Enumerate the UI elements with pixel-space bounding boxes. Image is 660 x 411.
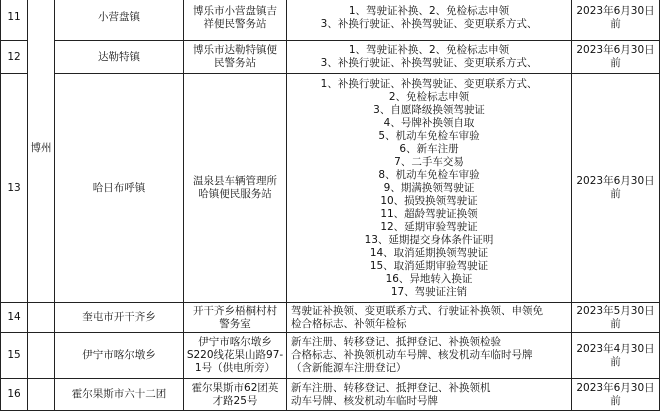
service-line: 10、损毁换领驾驶证 (380, 194, 478, 207)
row-number: 13 (1, 74, 28, 303)
service-line: 检合格标志、补领年检标 (291, 317, 407, 330)
table-row (1, 0, 660, 41)
service-line: 12、延期审验驾驶证 (380, 220, 478, 233)
town-name: 奎屯市开干齐乡 (55, 303, 184, 333)
region-cell (28, 333, 55, 379)
row-number: 16 (1, 379, 28, 411)
table-row (1, 41, 660, 74)
service-items (287, 0, 572, 41)
table-row (1, 333, 660, 379)
address-line: S220线花果山路97- (186, 349, 284, 361)
service-line: 17、驾驶证注销 (390, 285, 468, 298)
service-line: 8、机动车免检车审验 (378, 168, 480, 181)
service-line: 4、号牌补换领自取 (383, 116, 475, 129)
service-line: 13、延期提交身体条件证明 (364, 233, 494, 246)
town-name: 达勒特镇 (55, 41, 184, 74)
service-items (287, 74, 572, 303)
deadline-date: 2023年6月30日前 (572, 74, 660, 303)
service-items (287, 333, 572, 379)
row-number: 15 (1, 333, 28, 379)
service-line: （含新能源车注册登记） (291, 362, 407, 374)
address-line: 才路25号 (212, 394, 258, 407)
address-line: 祥便民警务站 (203, 17, 267, 30)
row-number: 14 (1, 303, 28, 333)
service-line: 5、机动车免检车审验 (378, 129, 480, 142)
service-line: 9、期满换领驾驶证 (383, 181, 475, 194)
address-line: 霍尔果斯市62团英 (191, 381, 279, 394)
address-line: 开干齐乡梧桐村村 (193, 304, 277, 317)
address-line: 1号（供电所旁） (194, 362, 276, 374)
service-address (184, 41, 287, 74)
service-line: 新车注册、转移登记、抵押登记、补换领机 (291, 381, 491, 394)
service-line: 合格标志、补换领机动车号牌、核发机动车临时号牌 (291, 349, 533, 361)
service-items (287, 379, 572, 411)
service-line: 16、异地转入换证 (385, 272, 473, 285)
address-line: 温泉县车辆管理所 (193, 175, 277, 187)
deadline-date: 2023年5月30日前 (572, 303, 660, 333)
service-line: 6、新车注册 (399, 142, 459, 155)
region-cell (28, 303, 55, 333)
town-name: 伊宁市喀尔墩乡 (55, 333, 184, 379)
service-line: 驾驶证补换领、变更联系方式、行驶证补换领、申领免 (291, 304, 543, 317)
service-address (184, 333, 287, 379)
service-line: 15、取消延期审验驾驶证 (369, 259, 489, 272)
town-name: 小营盘镇 (55, 0, 184, 41)
service-line: 3、补换行驶证、补换驾驶证、变更联系方式、 (320, 57, 538, 69)
service-line: 14、取消延期换领驾驶证 (369, 246, 489, 259)
table-row (1, 379, 660, 411)
service-items (287, 303, 572, 333)
row-number: 12 (1, 41, 28, 74)
service-address (184, 379, 287, 411)
table-row (1, 303, 660, 333)
service-line: 动车号牌、核发机动车临时号牌 (291, 394, 438, 407)
service-line: 2、免检标志申领 (388, 90, 470, 103)
address-line: 伊宁市喀尔墩乡 (198, 336, 272, 348)
table-row (1, 74, 660, 303)
service-address (184, 0, 287, 41)
deadline-date: 2023年6月30日前 (572, 0, 660, 41)
address-line: 博乐市小营盘镇吉 (193, 4, 277, 17)
address-line: 博乐市达勒特镇便 (193, 44, 277, 56)
deadline-date: 2023年6月30日前 (572, 41, 660, 74)
row-number: 11 (1, 0, 28, 41)
region-cell: 博州 (28, 0, 55, 303)
service-items (287, 41, 572, 74)
town-name: 霍尔果斯市六十二团 (55, 379, 184, 411)
service-address (184, 303, 287, 333)
deadline-date: 2023年4月30日前 (572, 333, 660, 379)
service-line: 1、驾驶证补换、2、免检标志申领 (348, 4, 510, 17)
service-line: 新车注册、转移登记、抵押登记、补换领检验 (291, 336, 501, 348)
service-line: 1、驾驶证补换、2、免检标志申领 (348, 44, 510, 56)
service-line: 11、超龄驾驶证换领 (380, 207, 478, 220)
service-line: 7、二手车交易 (394, 155, 464, 168)
region-cell (28, 379, 55, 411)
town-name: 哈日布呼镇 (55, 74, 184, 303)
service-line: 1、补换行驶证、补换驾驶证、变更联系方式、 (320, 77, 538, 90)
service-line: 3、自愿降级换领驾驶证 (373, 103, 485, 116)
address-line: 哈镇便民服务站 (198, 188, 272, 200)
deadline-date: 2023年6月30日前 (572, 379, 660, 411)
address-line: 民警务站 (214, 57, 256, 69)
address-line: 警务室 (219, 317, 251, 330)
service-address (184, 74, 287, 303)
service-line: 3、补换行驶证、补换驾驶证、变更联系方式、 (320, 17, 538, 30)
